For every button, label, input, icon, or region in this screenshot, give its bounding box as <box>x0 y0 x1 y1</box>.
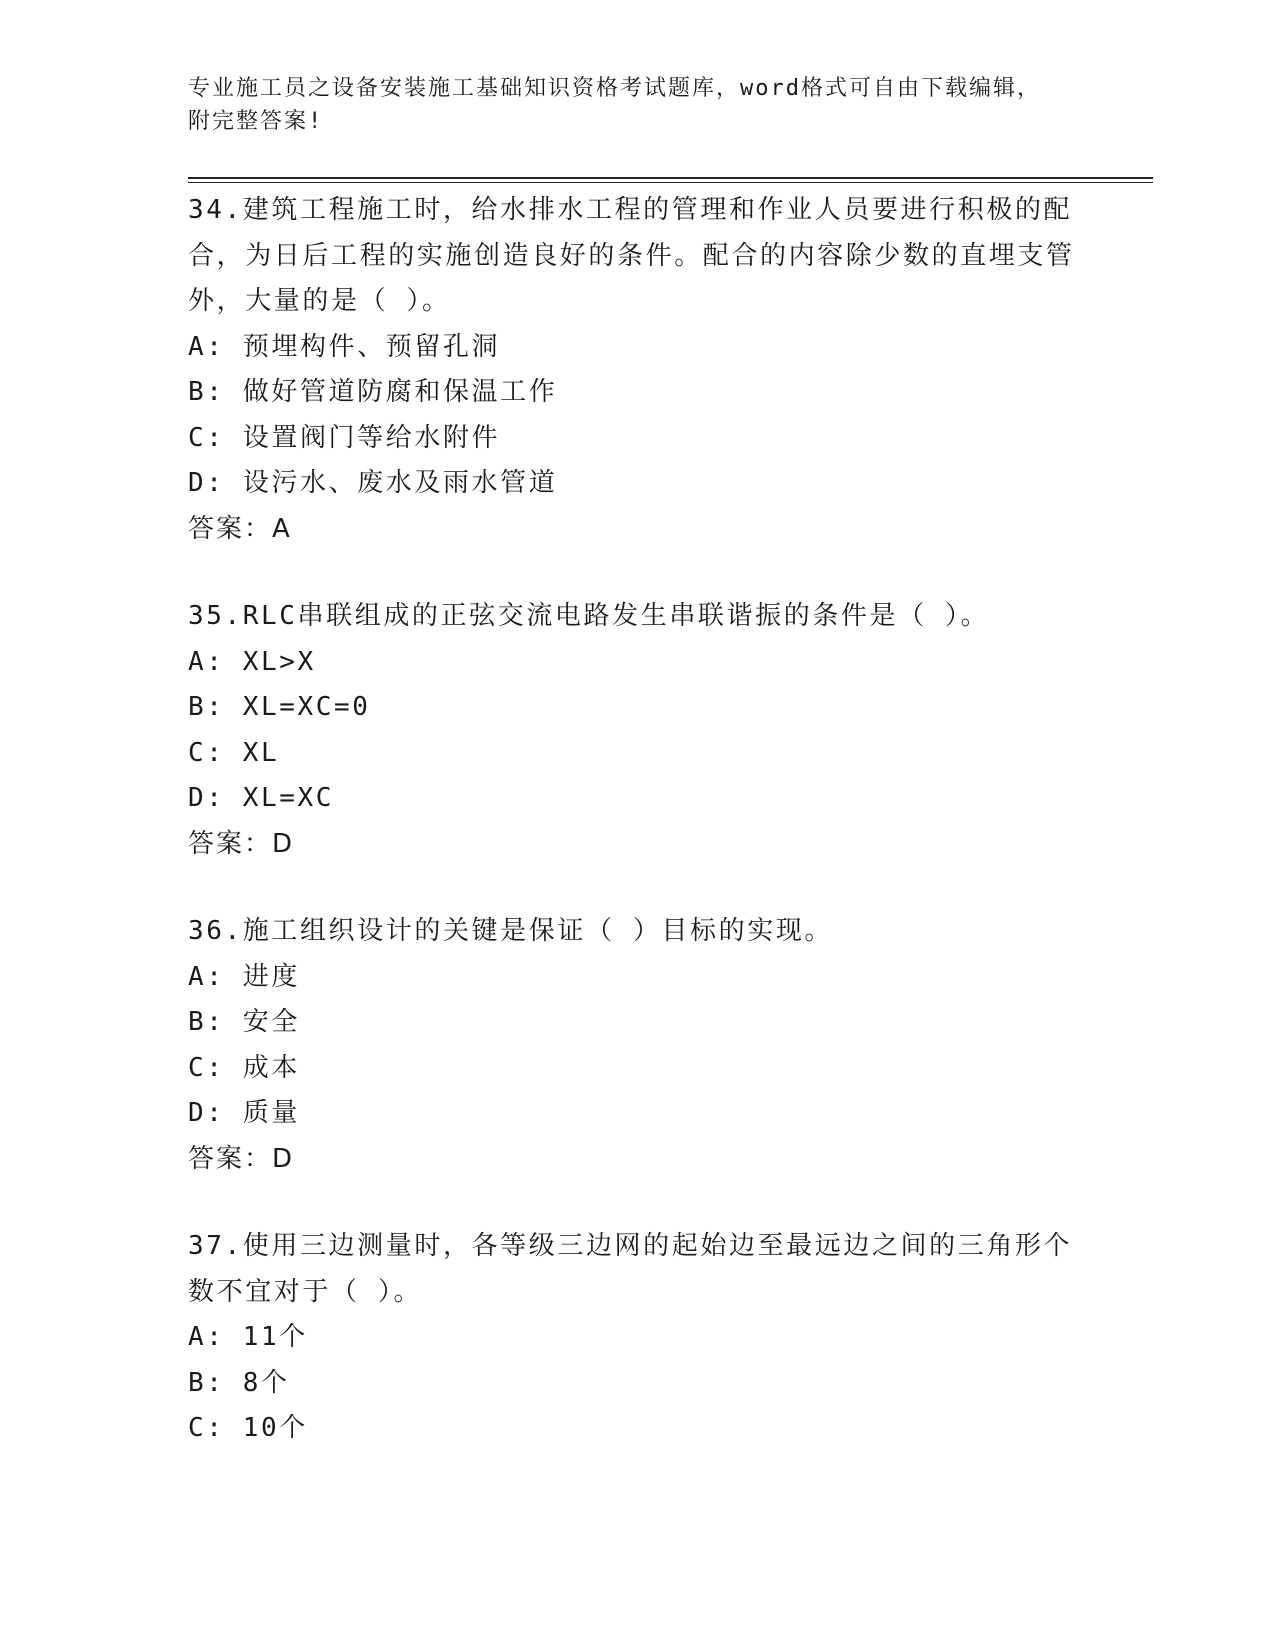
question-36 <box>188 909 1088 1182</box>
option-d: D: XL=XC <box>188 783 335 813</box>
question-list <box>188 188 1088 1494</box>
option-d: D: 质量 <box>188 1098 300 1128</box>
question-35 <box>188 594 1088 867</box>
header-line-1: 专业施工员之设备安装施工基础知识资格考试题库，word格式可自由下载编辑， <box>188 76 1041 101</box>
header-divider-thick <box>188 177 1153 179</box>
answer-line: 答案：D <box>188 828 295 859</box>
question-stem: 35.RLC串联组成的正弦交流电路发生串联谐振的条件是（ ）。 <box>188 601 990 631</box>
option-c: C: 设置阀门等给水附件 <box>188 422 501 453</box>
question-stem: 34.建筑工程施工时，给水排水工程的管理和作业人员要进行积极的配合，为日后工程的实施创造良好的条件。配合的内容除少数的直埋支管外，大量的是（ ）。 <box>188 195 1075 316</box>
option-a: A: 预埋构件、预留孔洞 <box>188 331 501 362</box>
option-d: D: 设污水、废水及雨水管道 <box>188 468 558 498</box>
option-c: C: XL <box>188 737 280 768</box>
question-37 <box>188 1224 1088 1452</box>
document-header <box>188 72 1088 138</box>
option-b: B: 8个 <box>188 1367 290 1398</box>
option-a: A: XL>X <box>188 646 316 677</box>
option-a: A: 11个 <box>188 1322 308 1352</box>
header-line-2: 附完整答案! <box>188 109 324 134</box>
question-stem: 37.使用三边测量时，各等级三边网的起始边至最远边之间的三角形个数不宜对于（ ）。 <box>188 1231 1073 1307</box>
question-stem: 36.施工组织设计的关键是保证（ ）目标的实现。 <box>188 916 834 946</box>
option-c: C: 10个 <box>188 1413 308 1443</box>
option-b: B: XL=XC=0 <box>188 692 371 722</box>
answer-line: 答案：D <box>188 1143 295 1174</box>
question-34 <box>188 188 1088 552</box>
option-b: B: 做好管道防腐和保温工作 <box>188 377 558 407</box>
answer-line: 答案：A <box>188 513 292 544</box>
header-divider-thin <box>188 182 1153 183</box>
option-c: C: 成本 <box>188 1052 300 1083</box>
option-b: B: 安全 <box>188 1007 300 1037</box>
option-a: A: 进度 <box>188 961 300 992</box>
